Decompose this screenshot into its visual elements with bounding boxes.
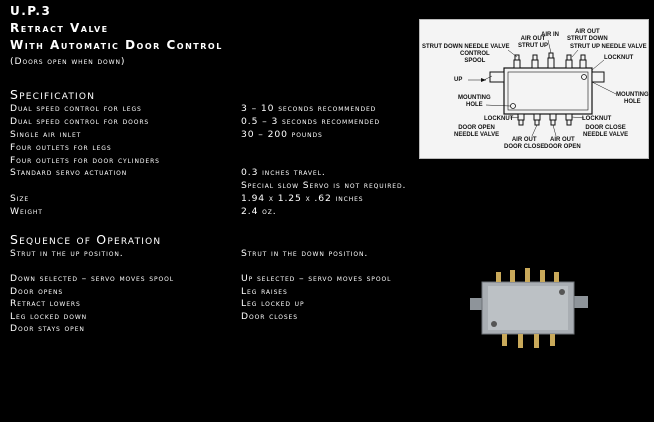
spec-label: Dual speed control for doors: [10, 116, 150, 127]
label-control-spool: CONTROL SPOOL: [460, 51, 490, 64]
sequence-step: Strut in the down position.: [241, 248, 369, 259]
product-feature: With Automatic Door Control: [10, 38, 223, 52]
spec-value: 30 – 200 pounds: [241, 129, 323, 140]
spec-value: 1.94 x 1.25 x .62 inches: [241, 193, 364, 204]
label-locknut-top: LOCKNUT: [604, 55, 634, 61]
spec-label: Standard servo actuation: [10, 167, 128, 178]
label-locknut-right: LOCKNUT: [582, 116, 612, 122]
spec-label: Weight: [10, 206, 43, 217]
label-door-close-needle-valve: DOOR CLOSE NEEDLE VALVE: [583, 125, 629, 138]
spec-label: Four outlets for legs: [10, 142, 112, 153]
spec-label: Dual speed control for legs: [10, 103, 142, 114]
label-strut-up-needle-valve: STRUT UP NEEDLE VALVE: [570, 44, 647, 50]
sequence-step: Door stays open: [10, 323, 85, 334]
valve-photo: [470, 268, 590, 354]
sequence-step: Leg locked down: [10, 311, 88, 322]
spec-value: 2.4 oz.: [241, 206, 277, 217]
sequence-step: Up selected – servo moves spool: [241, 273, 392, 284]
sequence-step: Door opens: [10, 286, 64, 297]
sequence-step: Retract lowers: [10, 298, 81, 309]
sequence-step: Down selected – servo moves spool: [10, 273, 174, 284]
label-air-in: AIR IN: [541, 32, 559, 38]
spec-label: Size: [10, 193, 30, 204]
valve-diagram: [419, 19, 649, 159]
label-air-out-door-open: AIR OUT DOOR OPEN: [544, 137, 581, 150]
spec-label: Four outlets for door cylinders: [10, 155, 160, 166]
sequence-step: Leg raises: [241, 286, 288, 297]
label-door-open-needle-valve: DOOR OPEN NEEDLE VALVE: [454, 125, 500, 138]
spec-value: 3 – 10 seconds recommended: [241, 103, 377, 114]
spec-value: 0.5 – 3 seconds recommended: [241, 116, 380, 127]
spec-label: Single air inlet: [10, 129, 82, 140]
label-locknut-left: LOCKNUT: [484, 116, 514, 122]
spec-value: Special slow Servo is not required.: [241, 180, 407, 191]
sequence-step: Strut in the up position.: [10, 248, 124, 259]
sequence-step: Door closes: [241, 311, 298, 322]
label-air-out-strut-down: AIR OUT STRUT DOWN: [567, 29, 608, 42]
label-up: UP: [454, 77, 463, 83]
spec-value: 0.3 inches travel.: [241, 167, 326, 178]
specification-heading: Specification: [10, 87, 96, 102]
sequence-heading: Sequence of Operation: [10, 232, 162, 247]
label-mounting-hole-right: MOUNTING HOLE: [616, 92, 649, 105]
label-strut-down-needle-valve: STRUT DOWN NEEDLE VALVE: [422, 44, 510, 50]
product-note: (Doors open when down): [10, 56, 126, 67]
product-title: U.P.3: [10, 4, 52, 18]
label-air-out-strut-up: AIR OUT STRUT UP: [518, 36, 548, 49]
label-mounting-hole-left: MOUNTING HOLE: [458, 95, 491, 108]
sequence-step: Leg locked up: [241, 298, 305, 309]
product-subtitle: Retract Valve: [10, 21, 109, 35]
label-air-out-door-close: AIR OUT DOOR CLOSE: [504, 137, 545, 150]
